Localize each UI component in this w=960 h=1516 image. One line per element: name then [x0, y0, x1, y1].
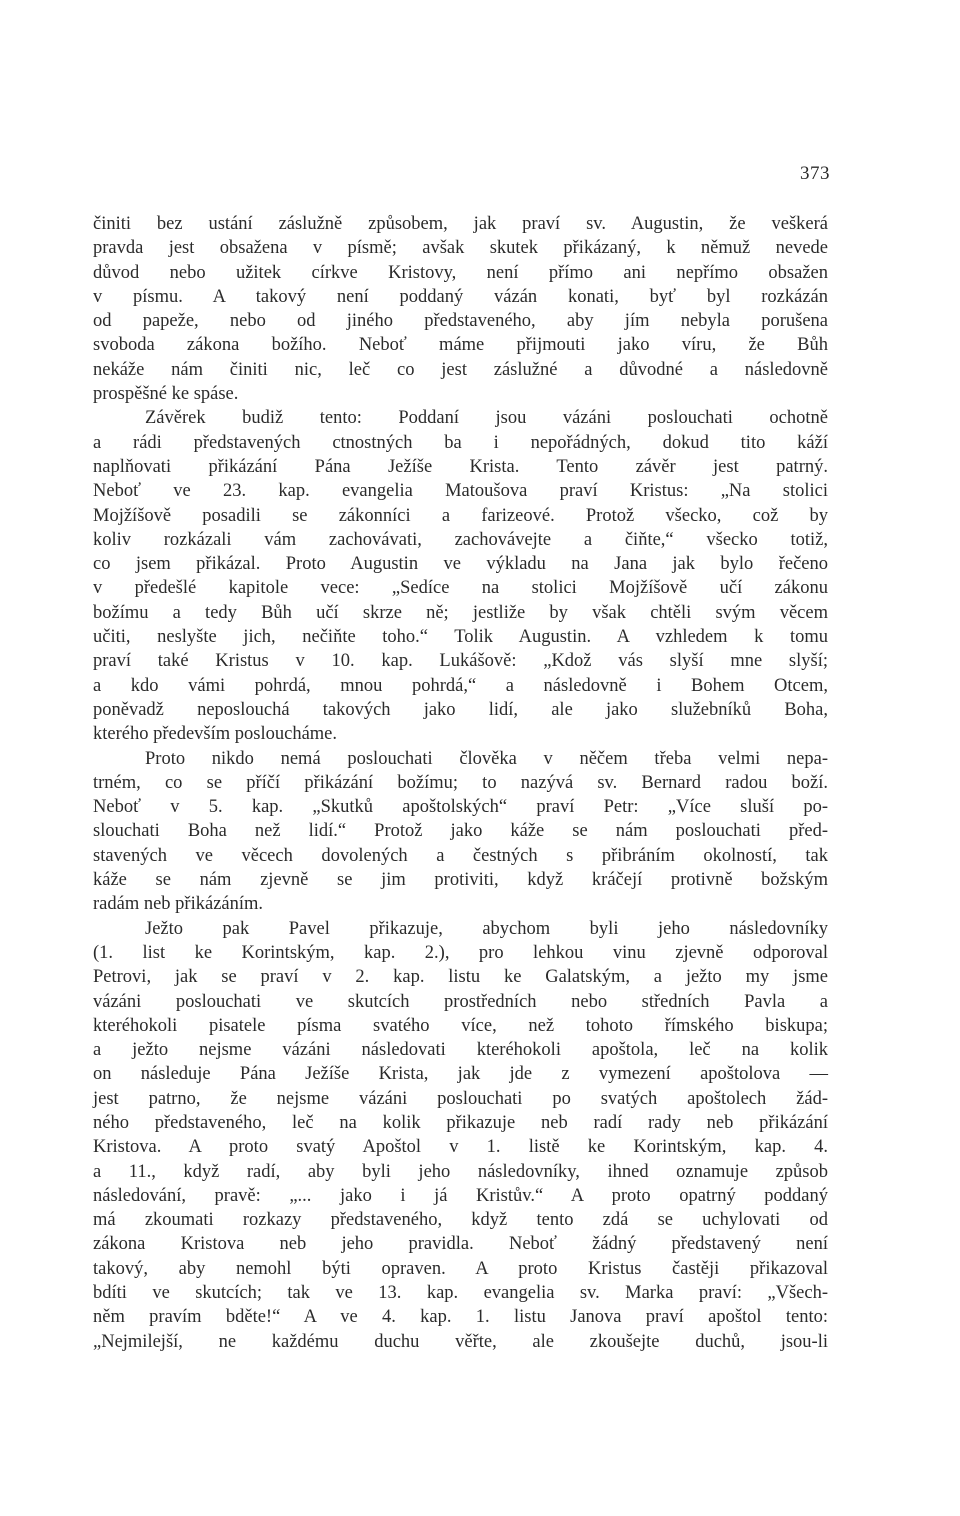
text-line: nekáže nám činiti nic, leč co jest záslužné a důvodné a následovně: [93, 359, 828, 380]
text-line: následování, pravě: „... jako i já Kristův.“ A proto opatrný poddaný: [93, 1185, 828, 1206]
text-line: Kristova. A proto svatý Apoštol v 1. listě ke Korintským, kap. 4.: [93, 1137, 828, 1158]
text-line: (1. list ke Korintským, kap. 2.), pro lehkou vinu zjevně odporoval: [93, 942, 828, 963]
text-line: takový, aby nemohl býti opraven. A proto Kristus častěji přikazoval: [93, 1258, 828, 1279]
paragraph: [93, 406, 828, 746]
text-line: káže se nám zjevně se jim protiviti, když kráčejí protivně božským: [93, 870, 828, 891]
text-line: slouchati Boha než lidí.“ Protož jako káže se nám poslouchati před-: [93, 821, 828, 842]
text-line: v předešlé kapitole vece: „Sedíce na stolici Mojžíšově učí zákonu: [93, 578, 828, 599]
paragraph: [93, 917, 828, 1354]
text-line: činiti bez ustání záslužně způsobem, jak praví sv. Augustin, že veškerá: [93, 214, 828, 234]
paragraph: [93, 212, 828, 406]
text-line: stavených ve věcech dovolených a čestných s přibráním okolností, tak: [93, 845, 828, 866]
text-line: svoboda zákona božího. Neboť máme přijmouti jako víru, že Bůh: [93, 335, 828, 356]
text-line: on následuje Pána Ježíše Krista, jak jde z vymezení apoštolova —: [93, 1064, 828, 1085]
text-line: naplňovati přikázání Pána Ježíše Krista. Tento závěr jest patrný.: [93, 456, 828, 477]
text-line: pravda jest obsažena v písmě; avšak skutek přikázaný, k němuž nevede: [93, 238, 828, 259]
text-line: od papeže, nebo od jiného představeného, aby jím nebyla porušena: [93, 311, 828, 332]
text-line: Proto nikdo nemá poslouchati člověka v něčem třeba velmi nepa-: [145, 748, 828, 769]
text-line: kterého především posloucháme.: [93, 724, 338, 745]
body-text: [93, 212, 828, 1354]
text-line: Neboť v 5. kap. „Skutků apoštolských“ praví Petr: „Více sluší po-: [93, 797, 828, 818]
text-line: důvod nebo užitek církve Kristovy, není přímo ani nepřímo obsažen: [93, 262, 828, 283]
text-line: trném, co se příčí přikázání božímu; to nazývá sv. Bernard radou boží.: [93, 772, 828, 793]
text-line: prospěšné ke spáse.: [93, 384, 239, 405]
text-line: vázáni poslouchati ve skutcích prostředních nebo středních Pavla a: [93, 991, 828, 1012]
text-line: a rádi představených ctnostných ba i nepořádných, dokud tito káží: [93, 432, 828, 453]
text-line: a ježto nejsme vázáni následovati kteréhokoli apoštola, leč na kolik: [93, 1040, 828, 1061]
text-line: kteréhokoli pisatele písma svatého více, než tohoto římského biskupa;: [93, 1015, 828, 1036]
text-line: Ježto pak Pavel přikazuje, abychom byli jeho následovníky: [145, 918, 828, 939]
text-line: božímu a tedy Bůh učí skrze ně; jestliže by však chtěli svým věcem: [93, 602, 828, 623]
text-line: co jsem přikázal. Proto Augustin ve výkladu na Jana jak bylo řečeno: [93, 554, 828, 575]
text-line: a 11., když radí, aby byli jeho následovníky, ihned oznamuje způsob: [93, 1161, 828, 1182]
text-line: jest patrno, že nejsme vázáni poslouchati po svatých apoštolech žád-: [93, 1088, 828, 1109]
text-line: bdíti ve skutcích; tak ve 13. kap. evangelia sv. Marka praví: „Všech-: [93, 1283, 828, 1304]
text-line: ného představeného, leč na kolik přikazuje neb radí rady neb přikázání: [93, 1112, 828, 1133]
text-line: a kdo vámi pohrdá, mnou pohrdá,“ a následovně i Bohem Otcem,: [93, 675, 828, 696]
text-line: Mojžíšově posadili se zákonníci a farizeové. Protož všecko, což by: [93, 505, 828, 526]
text-line: zákona Kristova neb jeho pravidla. Neboť žádný představený není: [93, 1234, 828, 1255]
text-line: Závěrek budiž tento: Poddaní jsou vázáni poslouchati ochotně: [145, 408, 828, 429]
text-line: poněvadž neposlouchá takových jako lidí, ale jako služebníků Boha,: [93, 699, 828, 720]
text-line: něm pravím bděte!“ A ve 4. kap. 1. listu Janova praví apoštol tento:: [93, 1307, 828, 1328]
text-line: Neboť ve 23. kap. evangelia Matoušova praví Kristus: „Na stolici: [93, 481, 828, 502]
text-line: v písmu. A takový není poddaný vázán konati, byť byl rozkázán: [93, 286, 828, 307]
page-number: 373: [800, 163, 830, 184]
paragraph: [93, 747, 828, 917]
text-line: Petrovi, jak se praví v 2. kap. listu ke Galatským, a ježto my jsme: [93, 967, 828, 988]
text-line: má zkoumati rozkazy představeného, když tento zdá se uchylovati od: [93, 1210, 828, 1231]
text-line: praví také Kristus v 10. kap. Lukášově: „Kdož vás slyší mne slyší;: [93, 651, 828, 672]
text-line: radám neb přikázáním.: [93, 894, 264, 915]
text-line: koliv rozkázali vám zachovávati, zachovávejte a čiňte,“ všecko totiž,: [93, 529, 828, 550]
text-line: „Nejmilejší, ne každému duchu věřte, ale zkoušejte duchů, jsou-li: [93, 1331, 828, 1352]
text-line: učiti, neslyšte jich, nečiňte toho.“ Tolik Augustin. A vzhledem k tomu: [93, 627, 828, 648]
